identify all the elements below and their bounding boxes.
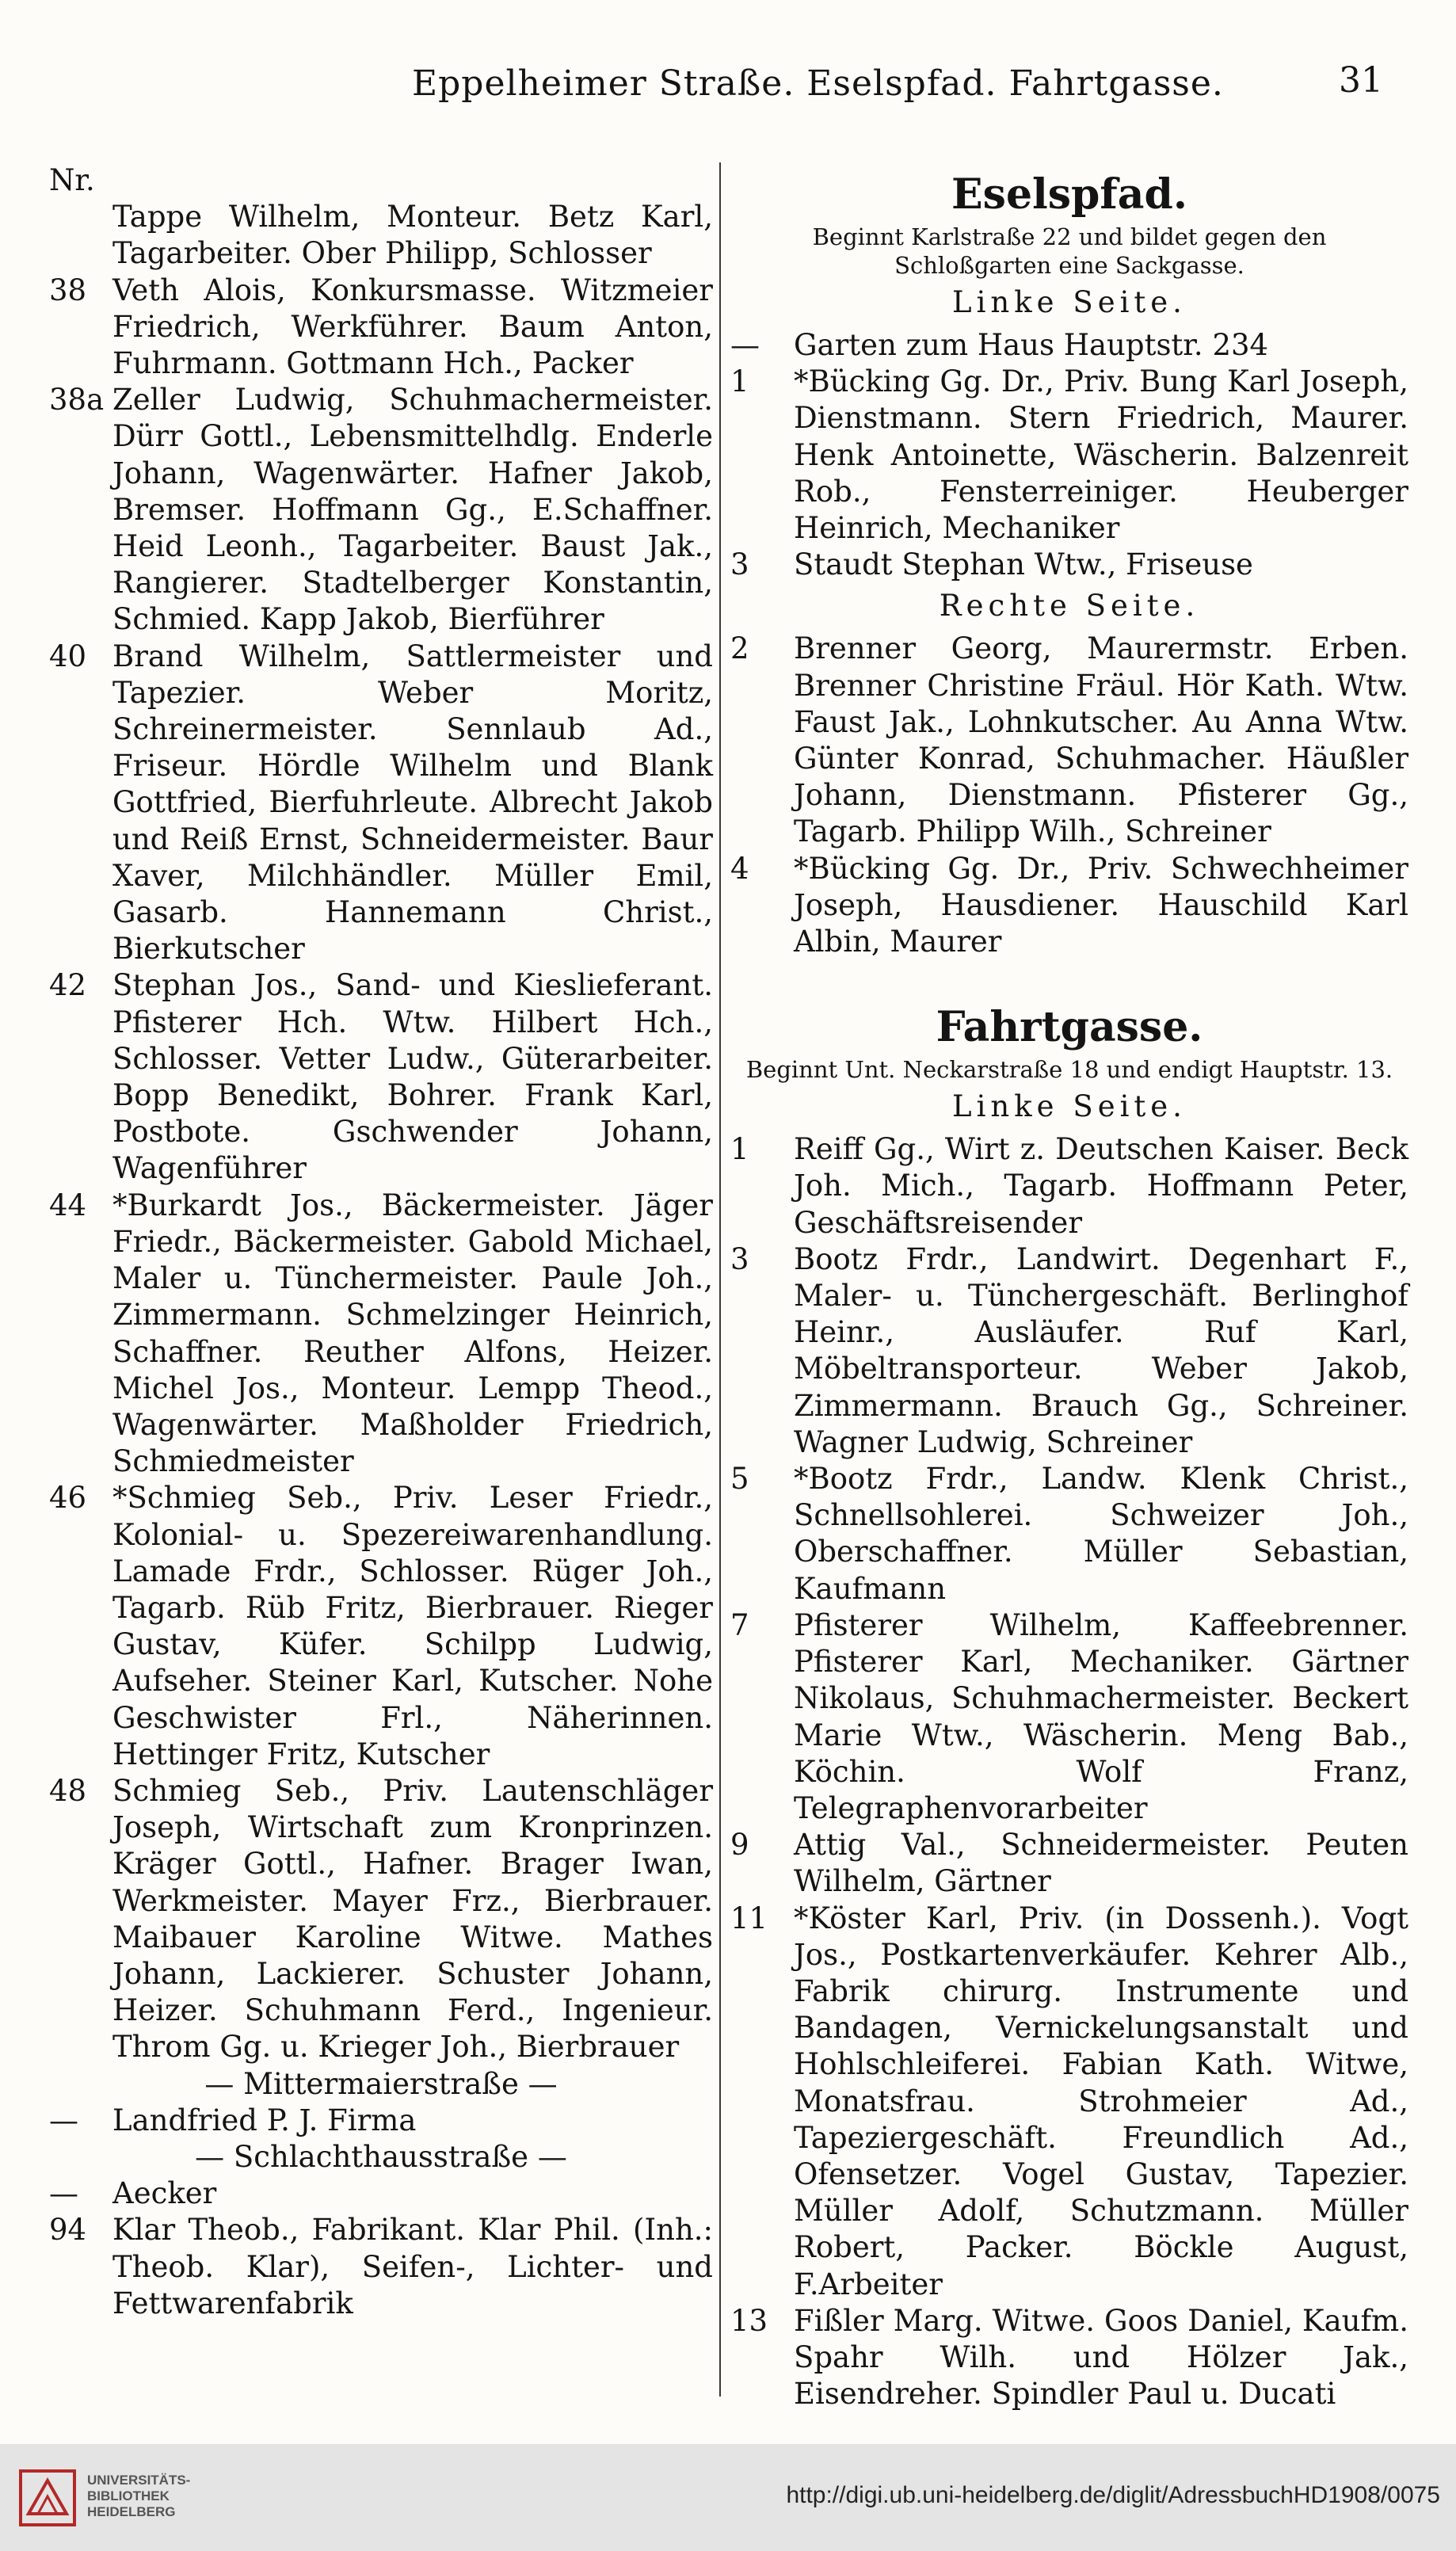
list-item	[49, 2103, 713, 2139]
list-item	[49, 382, 713, 638]
entry-text: Klar Theob., Fabrikant. Klar Phil. (Inh.: Theob. Klar), Seifen-, Lichter- und Fettwarenfabrik	[112, 2213, 713, 2320]
entry-text: *Bücking Gg. Dr., Priv. Bung Karl Joseph, Dienstmann. Stern Friedrich, Maurer. Henk Antoinette, Wäscherin. Balzenreit Rob., Fensterreiniger. Heuberger Heinrich, Mechaniker	[794, 364, 1408, 546]
entry-text: *Bücking Gg. Dr., Priv. Schwechheimer Joseph, Hausdiener. Hauschild Karl Albin, Maurer	[794, 851, 1408, 959]
library-line: BIBLIOTHEK	[87, 2488, 170, 2503]
nr-label: Nr.	[49, 163, 95, 197]
library-line: HEIDELBERG	[87, 2504, 176, 2519]
house-number: 46	[49, 1481, 87, 1516]
fahrtgasse-entries	[730, 1131, 1408, 2412]
street-description: Beginnt Unt. Neckarstraße 18 und endigt Hauptstr. 13.	[745, 1056, 1393, 1084]
entry-text: Landfried P. J. Firma	[112, 2103, 417, 2137]
entry-text: *Bootz Frdr., Landw. Klenk Christ., Schnellsohlerei. Schweizer Joh., Oberschaffner. Müller Sebastian, Kaufmann	[794, 1462, 1408, 1606]
house-number: 94	[49, 2213, 87, 2248]
street-description: Beginnt Karlstraße 22 und bildet gegen den Schloßgarten eine Sackgasse.	[812, 223, 1327, 279]
house-number: 9	[730, 1828, 749, 1863]
list-item	[49, 639, 713, 968]
list-item	[730, 364, 1408, 547]
permalink[interactable]: http://digi.ub.uni-heidelberg.de/diglit/AdressbuchHD1908/0075	[786, 2482, 1440, 2508]
list-item	[49, 1773, 713, 2066]
list-item	[49, 1188, 713, 1481]
list-item	[730, 327, 1408, 364]
page-number: 31	[1339, 60, 1383, 101]
street-heading-eselspfad: Eselspfad.	[951, 170, 1187, 219]
eselspfad-left-entries	[730, 327, 1408, 583]
left-entries	[49, 199, 713, 2065]
house-number: 5	[730, 1462, 749, 1497]
entry-text: Brenner Georg, Maurermstr. Erben. Brenner Christine Fräul. Hör Kath. Wtw. Faust Jak., Lohnkutscher. Au Anna Wtw. Günter Konrad, Schuhmacher. Häußler Johann, Dienstmann. Pfisterer Gg., Tagarb. Philipp Wilh., Schreiner	[794, 631, 1408, 849]
house-number: 11	[730, 1901, 768, 1935]
house-number: 2	[730, 631, 749, 666]
house-number: 3	[730, 547, 749, 582]
house-number: —	[730, 328, 760, 362]
house-number: 44	[49, 1188, 87, 1222]
street-heading-fahrtgasse: Fahrtgasse.	[936, 1003, 1203, 1052]
entry-text: Fißler Marg. Witwe. Goos Daniel, Kaufm. Spahr Wilh. und Hölzer Jak., Eisendreher. Spindler Paul u. Ducati	[794, 2303, 1408, 2412]
house-number: 40	[49, 639, 87, 673]
entry-text: Attig Val., Schneidermeister. Peuten Wilhelm, Gärtner	[794, 1828, 1408, 1899]
side-heading-right: Rechte Seite.	[939, 589, 1200, 623]
section-gap	[730, 960, 1408, 995]
list-item	[49, 2212, 713, 2322]
house-number: 38a	[49, 383, 105, 418]
house-number: 1	[730, 364, 749, 399]
house-number: 7	[730, 1607, 749, 1642]
viewer-footer	[0, 2444, 1456, 2551]
side-heading-left: Linke Seite.	[952, 1089, 1187, 1124]
list-item	[49, 2175, 713, 2212]
entry-text: Staudt Stephan Wtw., Friseuse	[794, 547, 1253, 582]
cross-street-schlachthaus: — Schlachthausstraße —	[195, 2139, 567, 2174]
list-item	[730, 851, 1408, 961]
list-item	[730, 631, 1408, 850]
house-number: 1	[730, 1132, 749, 1167]
entry-text: Schmieg Seb., Priv. Lautenschläger Joseph, Wirtschaft zum Kronprinzen. Kräger Gottl., Hafner. Brager Iwan, Werkmeister. Mayer Frz., Bierbrauer. Maibauer Karoline Witwe. Mathes Johann, Lackierer. Schuster Johann, Heizer. Schuhmann Ferd., Ingenieur. Throm Gg. u. Krieger Joh., Bierbrauer	[112, 1773, 713, 2065]
cross-street-mittermaier: — Mittermaierstraße —	[204, 2066, 558, 2101]
list-item	[49, 1480, 713, 1773]
house-number: —	[49, 2103, 78, 2137]
list-item	[49, 199, 713, 272]
house-number: —	[49, 2176, 78, 2211]
list-item	[49, 273, 713, 383]
page-header	[0, 55, 1456, 119]
library-line: UNIVERSITÄTS-	[87, 2473, 191, 2488]
list-item	[730, 1461, 1408, 1607]
right-column	[730, 162, 1408, 2412]
library-name	[87, 2473, 190, 2520]
entry-text: Tappe Wilhelm, Monteur. Betz Karl, Tagarbeiter. Ober Philipp, Schlosser	[112, 200, 713, 271]
house-number: 38	[49, 273, 87, 307]
entry-text: Reiff Gg., Wirt z. Deutschen Kaiser. Beck Joh. Mich., Tagarb. Hoffmann Peter, Geschäftsreisender	[794, 1132, 1408, 1240]
house-number: 48	[49, 1773, 87, 1808]
entry-text: Stephan Jos., Sand- und Kieslieferant. Pfisterer Hch. Wtw. Hilbert Hch., Schlosser. Vetter Ludw., Güterarbeiter. Bopp Benedikt, Bohrer. Frank Karl, Postbote. Gschwender Johann, Wagenführer	[112, 968, 713, 1186]
left-column	[49, 162, 713, 2322]
side-heading-left: Linke Seite.	[952, 285, 1187, 319]
column-divider	[719, 162, 721, 2397]
list-item	[730, 1607, 1408, 1827]
entry-text: *Burkardt Jos., Bäckermeister. Jäger Friedr., Bäckermeister. Gabold Michael, Maler u. Tünchermeister. Paule Joh., Zimmermann. Schmelzinger Heinrich, Schaffner. Reuther Alfons, Heizer. Michel Jos., Monteur. Lempp Theod., Wagenwärter. Maßholder Friedrich, Schmiedmeister	[112, 1188, 713, 1479]
house-number: 42	[49, 968, 87, 1003]
house-number: 13	[730, 2303, 768, 2338]
entry-text: *Schmieg Seb., Priv. Leser Friedr., Kolonial- u. Spezereiwarenhandlung. Lamade Frdr., Schlosser. Rüger Joh., Tagarb. Rüb Fritz, Bierbrauer. Rieger Gustav, Küfer. Schilpp Ludwig, Aufseher. Steiner Karl, Kutscher. Nohe Geschwister Frl., Näherinnen. Hettinger Fritz, Kutscher	[112, 1481, 713, 1771]
list-item	[730, 1901, 1408, 2303]
list-item	[730, 2303, 1408, 2413]
entry-text: Aecker	[112, 2176, 217, 2211]
entry-text: Bootz Frdr., Landwirt. Degenhart F., Maler- u. Tünchergeschäft. Berlinghof Heinr., Ausläufer. Ruf Karl, Möbeltransporteur. Weber Jakob, Zimmermann. Brauch Gg., Schreiner. Wagner Ludwig, Schreiner	[794, 1241, 1408, 1459]
entry-text: Veth Alois, Konkursmasse. Witzmeier Friedrich, Werkführer. Baum Anton, Fuhrmann. Gottmann Hch., Packer	[112, 273, 713, 381]
entry-text: *Köster Karl, Priv. (in Dossenh.). Vogt Jos., Postkartenverkäufer. Kehrer Alb., Fabrik chirurg. Instrumente und Bandagen, Vernickelungsanstalt und Hohlschleiferei. Fabian Kath. Witwe, Monatsfrau. Strohmeier Ad., Tapeziergeschäft. Freundlich Ad., Ofensetzer. Vogel Gustav, Tapezier. Müller Adolf, Schutzmann. Müller Robert, Packer. Böckle August, F.Arbeiter	[794, 1901, 1408, 2301]
entry-text: Pfisterer Wilhelm, Kaffeebrenner. Pfisterer Karl, Mechaniker. Gärtner Nikolaus, Schuhmachermeister. Beckert Marie Wtw., Wäscherin. Meng Bab., Köchin. Wolf Franz, Telegraphenvorarbeiter	[794, 1607, 1408, 1825]
list-item	[49, 967, 713, 1187]
university-seal-icon	[16, 2466, 79, 2530]
entry-text: Garten zum Haus Hauptstr. 234	[794, 328, 1269, 362]
list-item	[730, 547, 1408, 583]
entry-text: Brand Wilhelm, Sattlermeister und Tapezier. Weber Moritz, Schreinermeister. Sennlaub Ad., Friseur. Hördle Wilhelm und Blank Gottfried, Bierfuhrleute. Albrecht Jakob und Reiß Ernst, Schneidermeister. Baur Xaver, Milchhändler. Müller Emil, Gasarb. Hannemann Christ., Bierkutscher	[112, 639, 713, 967]
list-item	[730, 1241, 1408, 1461]
entry-text: Zeller Ludwig, Schuhmachermeister. Dürr Gottl., Lebensmittelhdlg. Enderle Johann, Wagenwärter. Hafner Jakob, Bremser. Hoffmann Gg., E.Schaffner. Heid Leonh., Tagarbeiter. Baust Jak., Rangierer. Stadtelberger Konstantin, Schmied. Kapp Jakob, Bierführer	[112, 383, 713, 637]
house-number: 4	[730, 851, 749, 886]
running-title: Eppelheimer Straße. Eselspfad. Fahrtgasse.	[412, 63, 1224, 104]
eselspfad-right-entries	[730, 631, 1408, 960]
list-item	[730, 1131, 1408, 1241]
house-number: 3	[730, 1241, 749, 1276]
list-item	[730, 1827, 1408, 1900]
